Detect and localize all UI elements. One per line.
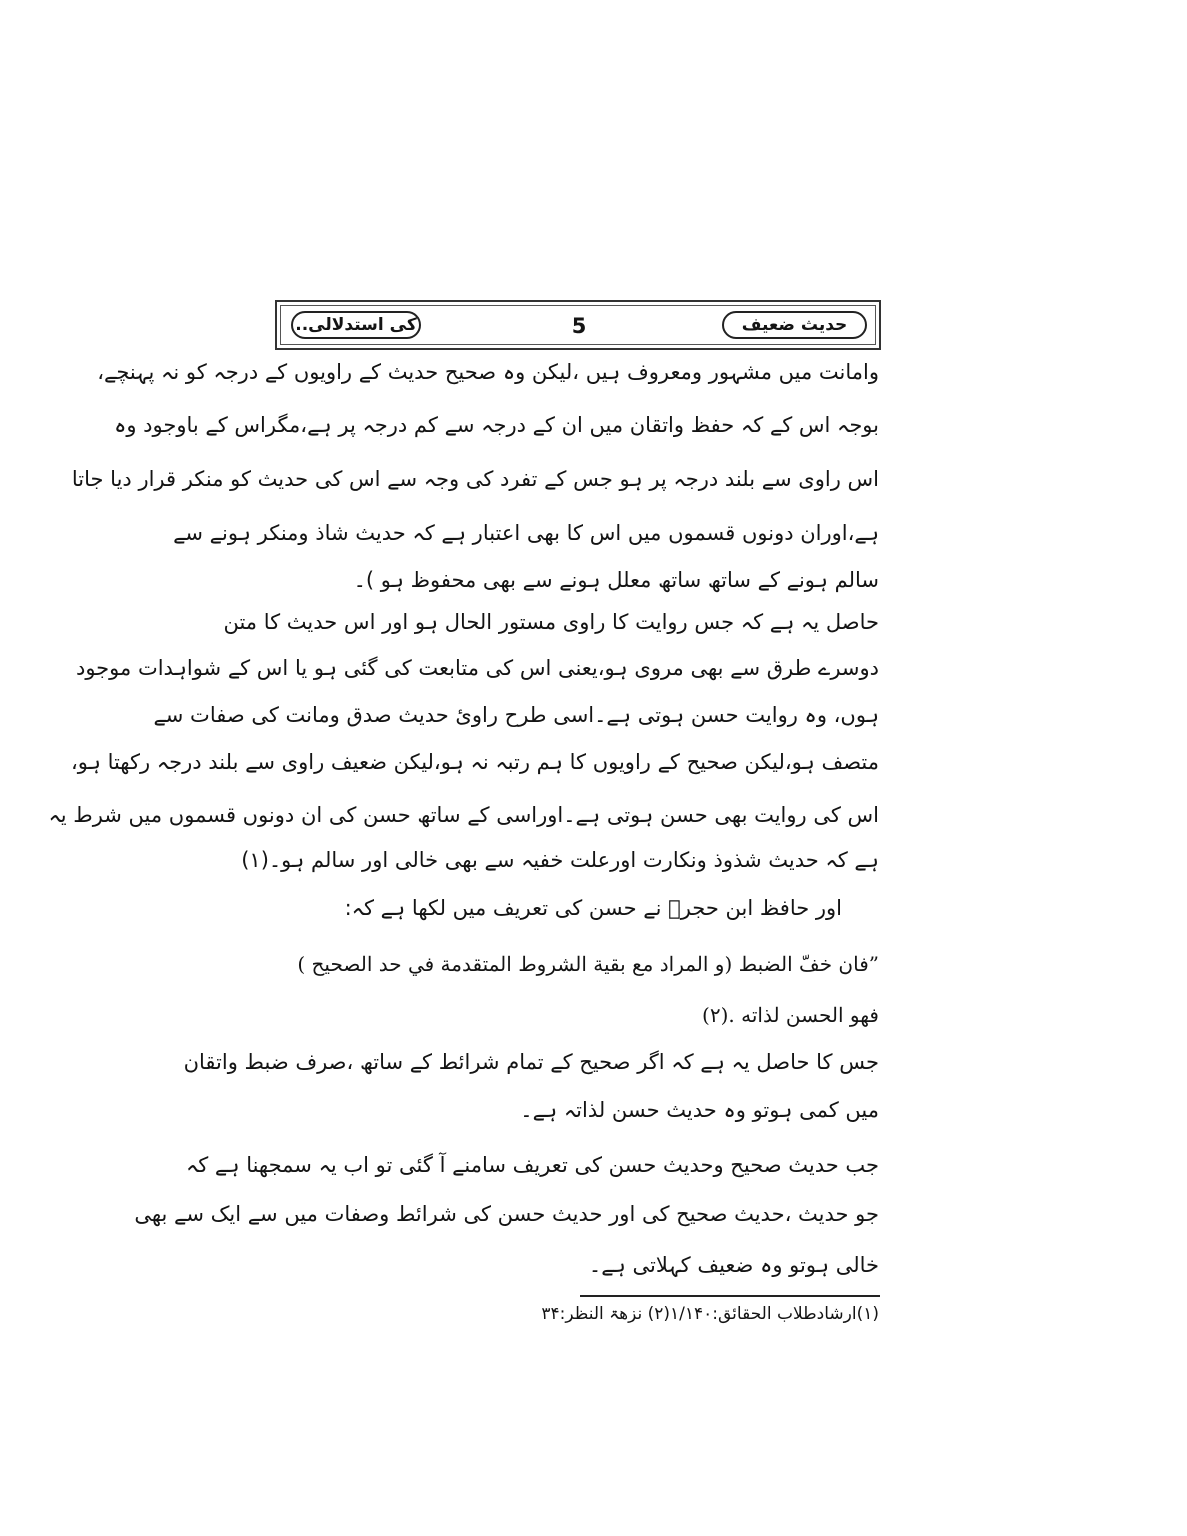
body-line-9: متصف ہو،لیکن صحیح کے راویوں کا ہم رتبہ نہ ہو،لیکن ضعیف راوی سے بلند درجہ رکھتا ہو، — [70, 750, 879, 774]
arabic-quote-line-1: ”فان خفّ الضبط (و المراد مع بقية الشروط المتقدمة في حد الصحيح ) — [297, 952, 879, 976]
body-line-3: اس راوی سے بلند درجہ پر ہو جس کے تفرد کی وجہ سے اس کی حدیث کو منکر قرار دیا جاتا — [71, 467, 879, 491]
header-right-label: حدیث ضعیف — [722, 311, 867, 339]
body-line-16: جو حدیث ،حدیث صحیح کی اور حدیث حسن کی شرائط وصفات میں سے ایک سے بھی — [134, 1202, 879, 1226]
footnote: (۱)ارشادطلاب الحقائق:۱/۱۴۰(۲) نزھۃ النظر:۳۴ — [541, 1304, 879, 1324]
body-line-1: وامانت میں مشہور ومعروف ہیں ،لیکن وہ صحیح حدیث کے راویوں کے درجہ کو نہ پہنچے، — [97, 360, 879, 384]
body-line-12: اور حافظ ابن حجرؒ نے حسن کی تعریف میں لکھا ہے کہ: — [344, 896, 842, 920]
body-line-10: اس کی روایت بھی حسن ہوتی ہے۔اوراسی کے ساتھ حسن کی ان دونوں قسموں میں شرط یہ — [48, 803, 879, 827]
body-line-15: جب حدیث صحیح وحدیث حسن کی تعریف سامنے آ گئی تو اب یہ سمجھنا ہے کہ — [185, 1153, 879, 1177]
page-number: 5 — [571, 314, 587, 338]
body-line-11: ہے کہ حدیث شذوذ ونکارت اورعلت خفیہ سے بھی خالی اور سالم ہو۔(۱) — [241, 848, 879, 872]
body-line-2: بوجہ اس کے کہ حفظ واتقان میں ان کے درجہ سے کم درجہ پر ہے،مگراس کے باوجود وہ — [114, 413, 879, 437]
arabic-quote-line-2: فهو الحسن لذاته .(۲) — [702, 1003, 879, 1027]
body-line-8: ہوں، وہ روایت حسن ہوتی ہے۔اسی طرح راویٔ حدیث صدق ومانت کی صفات سے — [153, 703, 879, 727]
body-line-4: ہے،اوران دونوں قسموں میں اس کا بھی اعتبار ہے کہ حدیث شاذ ومنکر ہونے سے — [173, 521, 879, 545]
running-header — [275, 300, 881, 350]
header-left-label: کی استدلالی.. — [291, 311, 421, 339]
body-line-6: حاصل یہ ہے کہ جس روایت کا راوی مستور الحال ہو اور اس حدیث کا متن — [223, 610, 879, 634]
body-line-5: سالم ہونے کے ساتھ ساتھ معلل ہونے سے بھی محفوظ ہو )۔ — [353, 568, 879, 592]
body-line-7: دوسرے طرق سے بھی مروی ہو،یعنی اس کی متابعت کی گئی ہو یا اس کے شواہدات موجود — [75, 656, 879, 680]
footnote-divider — [580, 1295, 880, 1297]
body-line-14: میں کمی ہوتو وہ حدیث حسن لذاتہ ہے۔ — [520, 1098, 879, 1122]
body-line-17: خالی ہوتو وہ ضعیف کہلاتی ہے۔ — [588, 1253, 879, 1277]
body-line-13: جس کا حاصل یہ ہے کہ اگر صحیح کے تمام شرائط کے ساتھ ،صرف ضبط واتقان — [183, 1050, 879, 1074]
